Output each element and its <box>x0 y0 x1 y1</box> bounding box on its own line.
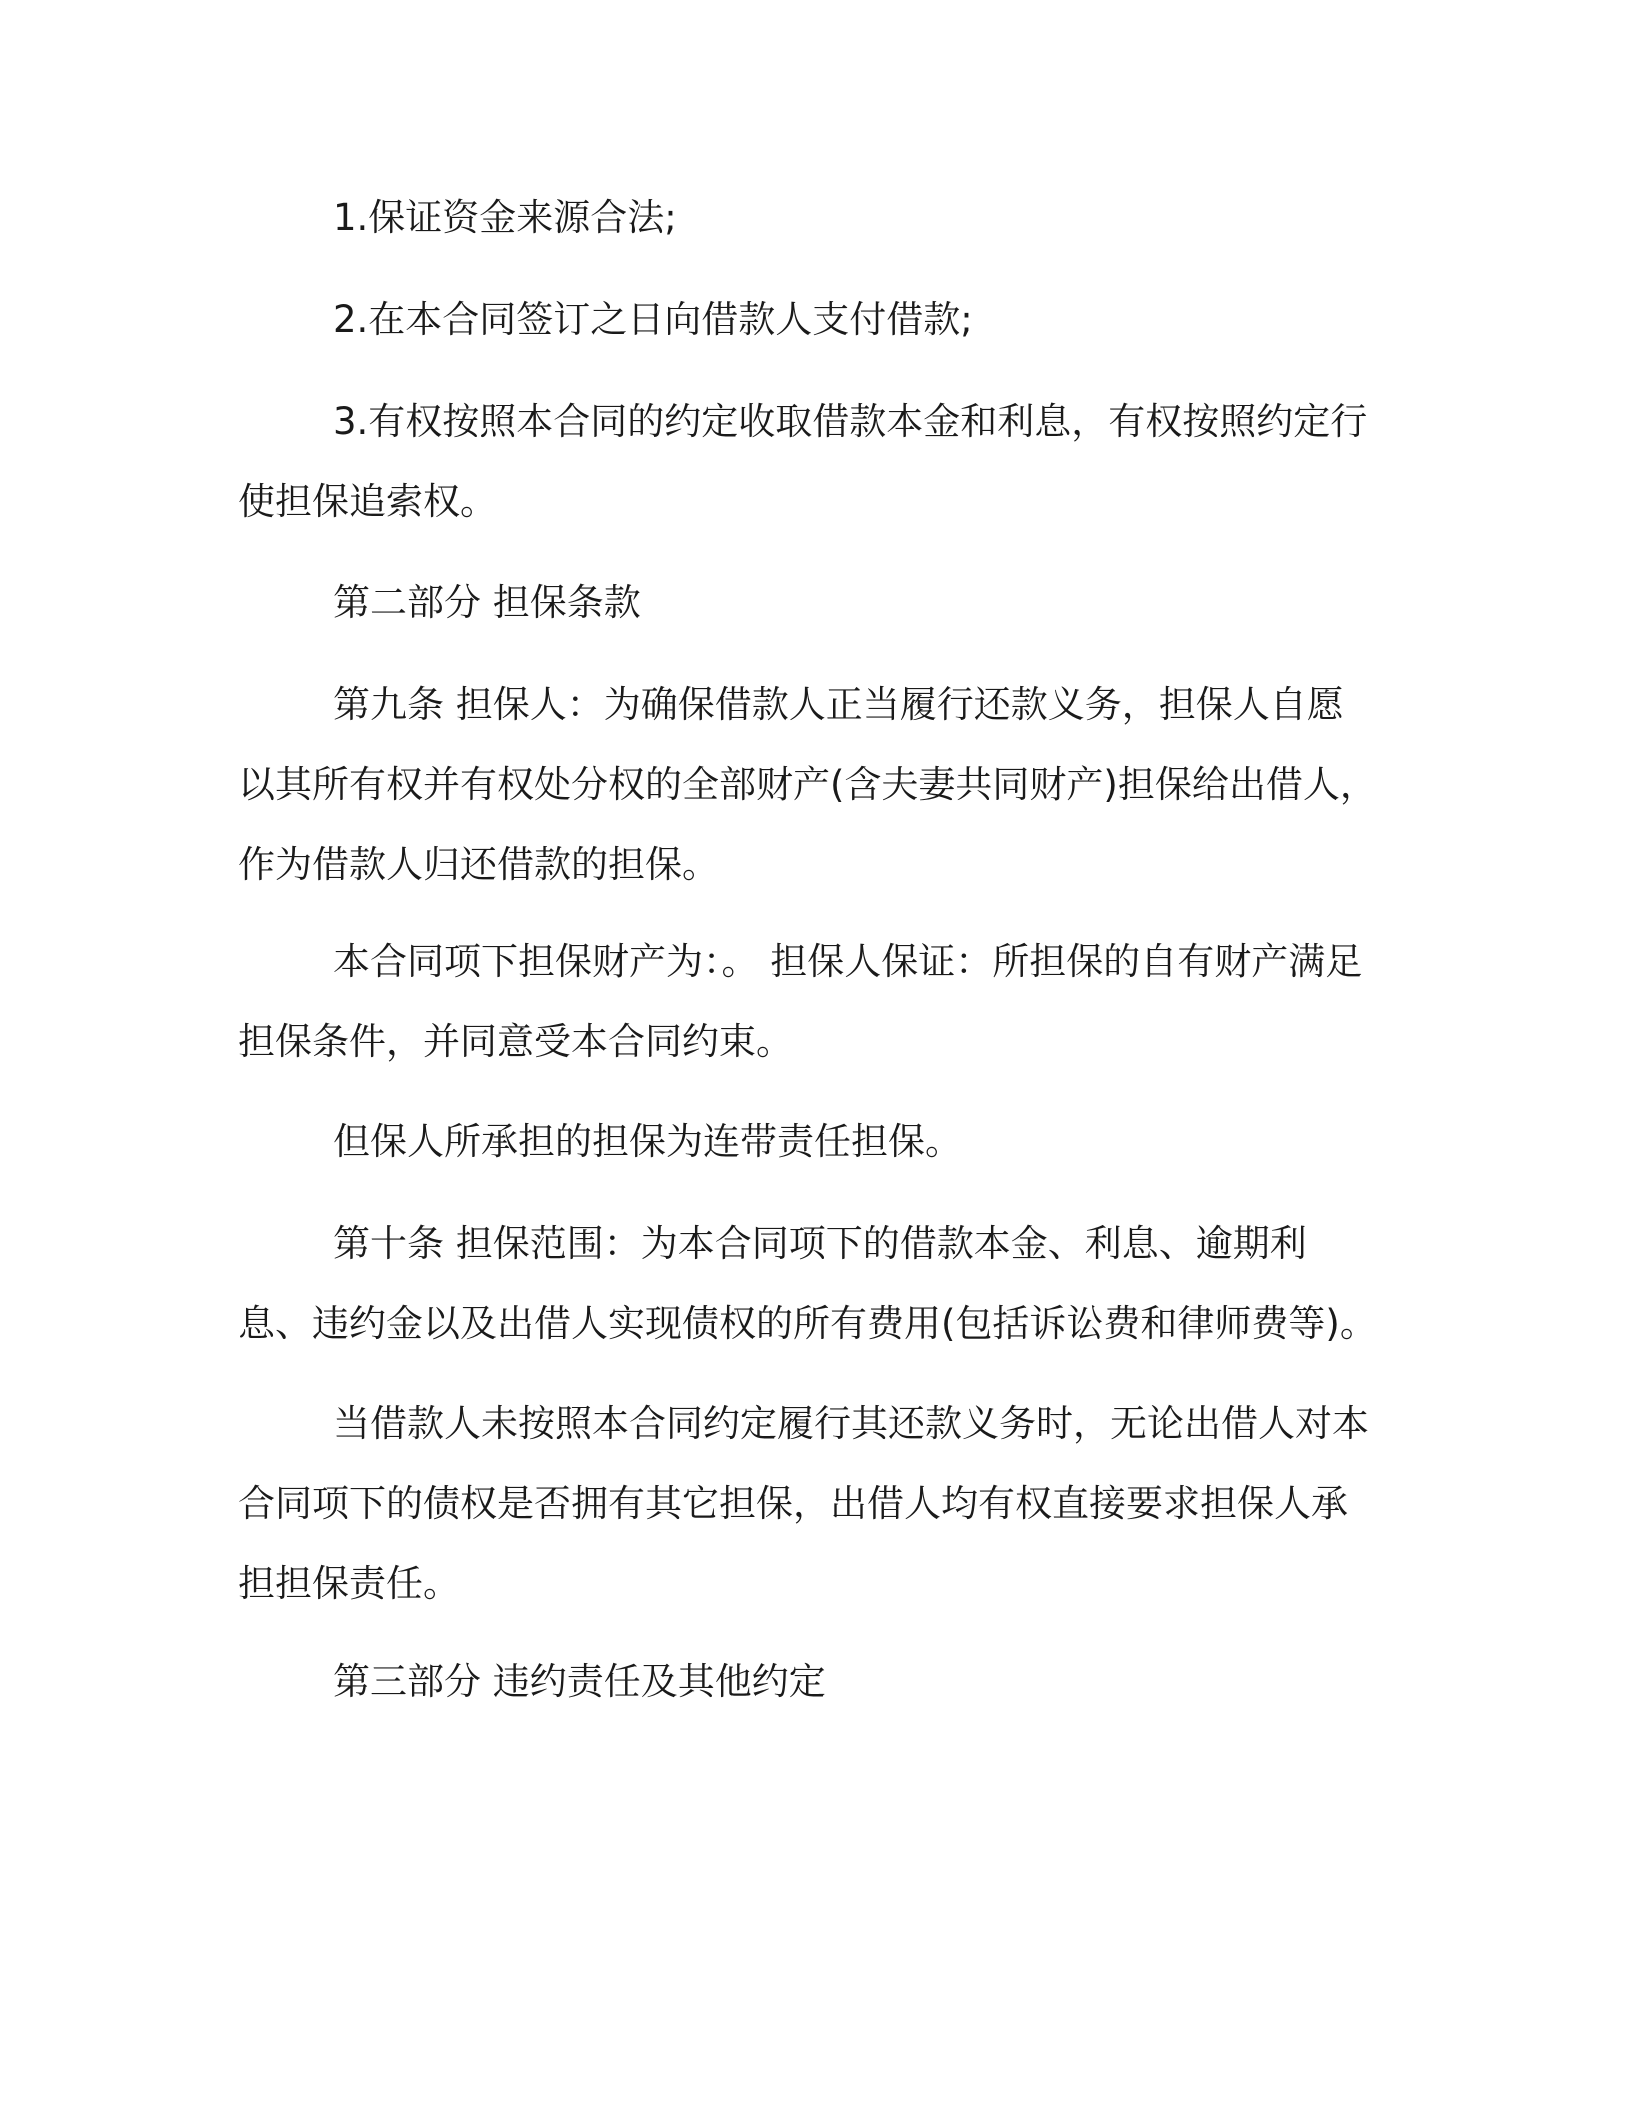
section-heading-part-3: 第三部分 违约责任及其他约定 <box>333 1660 826 1703</box>
article-10-scope: 第十条 担保范围：为本合同项下的借款本金、利息、逾期利息、违约金以及出借人实现债权的所有费用(包括诉讼费和律师费等)。 <box>238 1222 1377 1345</box>
guarantee-property-paragraph: 本合同项下担保财产为：。 担保人保证：所担保的自有财产满足担保条件，并同意受本合同约束。 <box>238 940 1363 1063</box>
joint-liability-paragraph: 但保人所承担的担保为连带责任担保。 <box>333 1120 962 1163</box>
paragraph-item-3: 3.有权按照本合同的约定收取借款本金和利息，有权按照约定行使担保追索权。 <box>238 400 1368 523</box>
article-9-guarantor: 第九条 担保人：为确保借款人正当履行还款义务，担保人自愿以其所有权并有权处分权的全部财产(含夫妻共同财产)担保给出借人，作为借款人归还借款的担保。 <box>238 683 1377 886</box>
paragraph-item-2: 2.在本合同签订之日向借款人支付借款; <box>333 298 973 341</box>
paragraph-item-1: 1.保证资金来源合法; <box>333 196 677 239</box>
section-heading-part-2: 第二部分 担保条款 <box>333 581 641 624</box>
default-claim-paragraph: 当借款人未按照本合同约定履行其还款义务时，无论出借人对本合同项下的债权是否拥有其它担保，出借人均有权直接要求担保人承担担保责任。 <box>238 1402 1369 1605</box>
